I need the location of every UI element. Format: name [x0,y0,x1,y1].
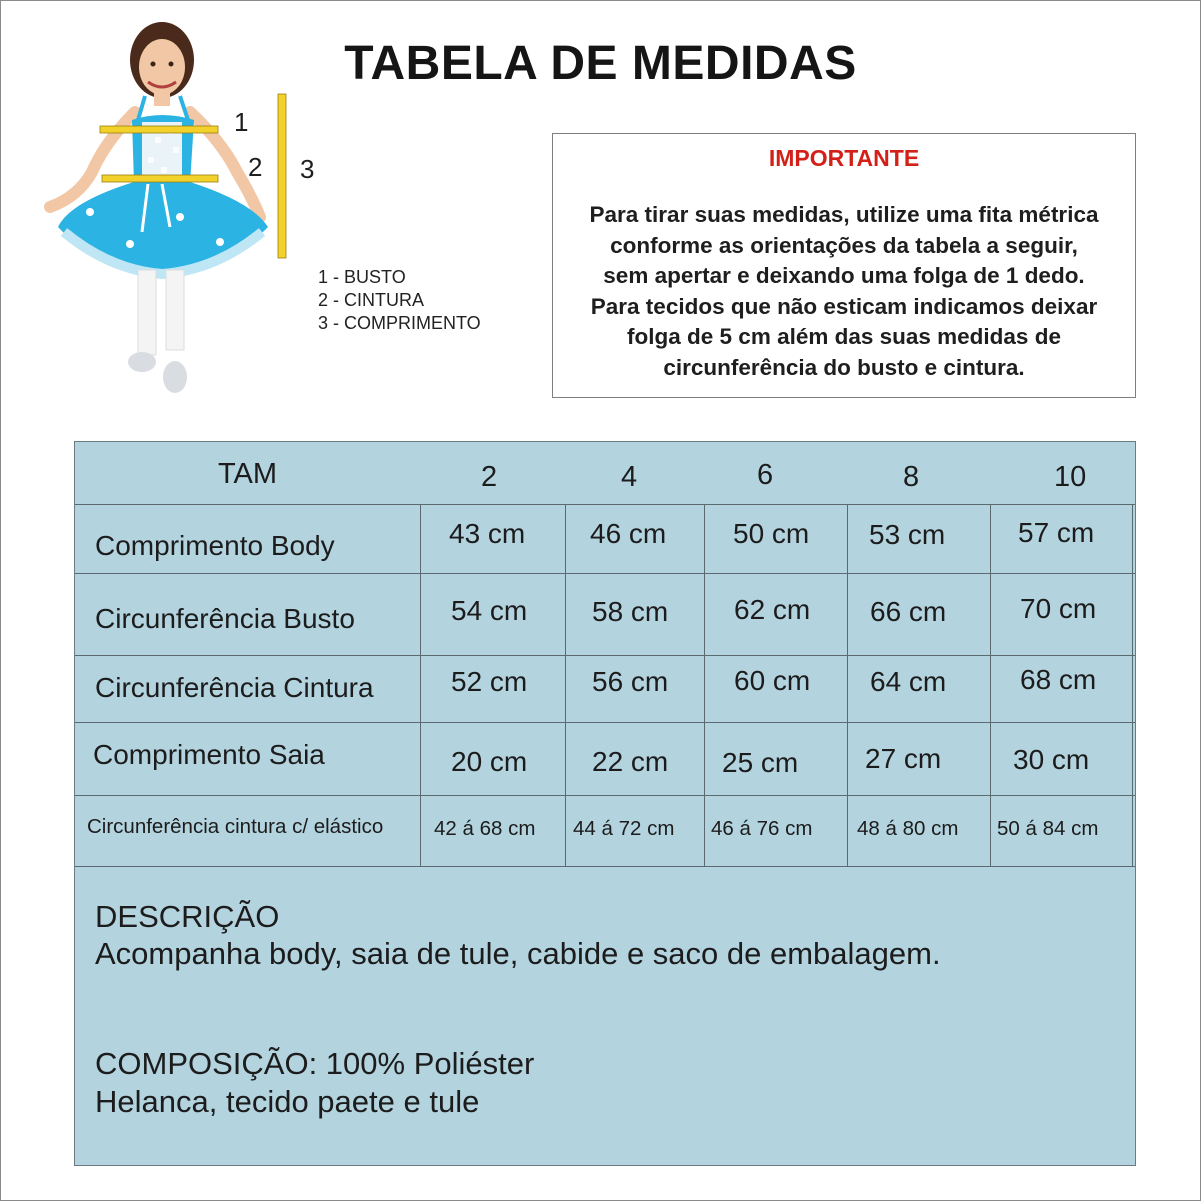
size-header: 6 [757,459,774,491]
size-table-panel [74,441,1136,1166]
girl-in-tutu-costume-icon [30,12,320,402]
composition-heading: COMPOSIÇÃO: 100% Poliéster [95,1046,535,1081]
size-header: 8 [903,461,920,493]
table-rule [75,504,1135,505]
table-rule [990,504,991,866]
table-cell: 57 cm [1018,517,1095,548]
important-line: Para tirar suas medidas, utilize uma fita métrica [589,202,1099,227]
table-rule [420,504,421,866]
table-rule [75,866,1135,867]
size-header: 2 [481,461,498,493]
table-cell: 22 cm [592,746,669,777]
table-cell: 64 cm [870,666,947,697]
important-line: sem apertar e deixando uma folga de 1 dedo. [603,263,1085,288]
table-cell: 46 á 76 cm [711,817,813,840]
size-header: 10 [1054,461,1087,493]
important-note [552,133,1136,398]
table-cell: 20 cm [451,746,528,777]
table-cell: 42 á 68 cm [434,817,536,840]
marker-1: 1 [234,107,249,137]
table-rule [75,795,1135,796]
table-rule [75,573,1135,574]
table-cell: 27 cm [865,743,942,774]
table-cell: 50 á 84 cm [997,817,1099,840]
page-title: TABELA DE MEDIDAS [344,37,857,90]
table-cell: 44 á 72 cm [573,817,675,840]
marker-2: 2 [248,152,263,182]
table-cell: 30 cm [1013,744,1090,775]
table-cell: 62 cm [734,594,811,625]
marker-3: 3 [300,154,315,184]
row-label: Circunferência Cintura [95,672,374,703]
row-label: Comprimento Saia [93,739,325,770]
table-cell: 68 cm [1020,664,1097,695]
composition-text: Helanca, tecido paete e tule [95,1084,480,1119]
table-cell: 60 cm [734,665,811,696]
important-line: conforme as orientações da tabela a seguir, [610,232,1078,258]
table-cell: 48 á 80 cm [857,817,959,840]
description-heading: DESCRIÇÃO [95,899,280,934]
table-cell: 25 cm [722,747,799,778]
table-rule [704,504,705,866]
table-cell: 52 cm [451,666,528,697]
table-cell: 54 cm [451,595,528,626]
size-header: 4 [621,461,638,493]
table-cell: 43 cm [449,518,526,549]
table-rule [75,722,1135,723]
legend-item: 2 - CINTURA [318,290,425,310]
important-text [553,200,1135,383]
table-rule [1132,504,1133,866]
table-rule [847,504,848,866]
row-label: Circunferência Busto [95,603,355,634]
table-cell: 46 cm [590,518,667,549]
row-label: Circunferência cintura c/ elástico [87,815,384,838]
important-line: Para tecidos que não esticam indicamos deixar [590,293,1098,319]
table-cell: 50 cm [733,518,810,549]
table-cell: 70 cm [1020,593,1097,624]
important-line: circunferência do busto e cintura. [663,354,1025,380]
important-line: folga de 5 cm além das suas medidas de [627,324,1061,349]
table-cell: 53 cm [869,519,946,550]
table-cell: 58 cm [592,596,669,627]
legend-item: 1 - BUSTO [318,267,406,287]
legend-item: 3 - COMPRIMENTO [318,313,481,333]
important-heading: IMPORTANTE [768,145,920,171]
description-text: Acompanha body, saia de tule, cabide e saco de embalagem. [95,936,941,971]
row-label: Comprimento Body [95,530,335,561]
size-header-label: TAM [218,458,278,490]
measurement-legend [318,266,481,335]
table-rule [565,504,566,866]
table-cell: 66 cm [870,596,947,627]
table-cell: 56 cm [592,666,669,697]
table-rule [75,655,1135,656]
